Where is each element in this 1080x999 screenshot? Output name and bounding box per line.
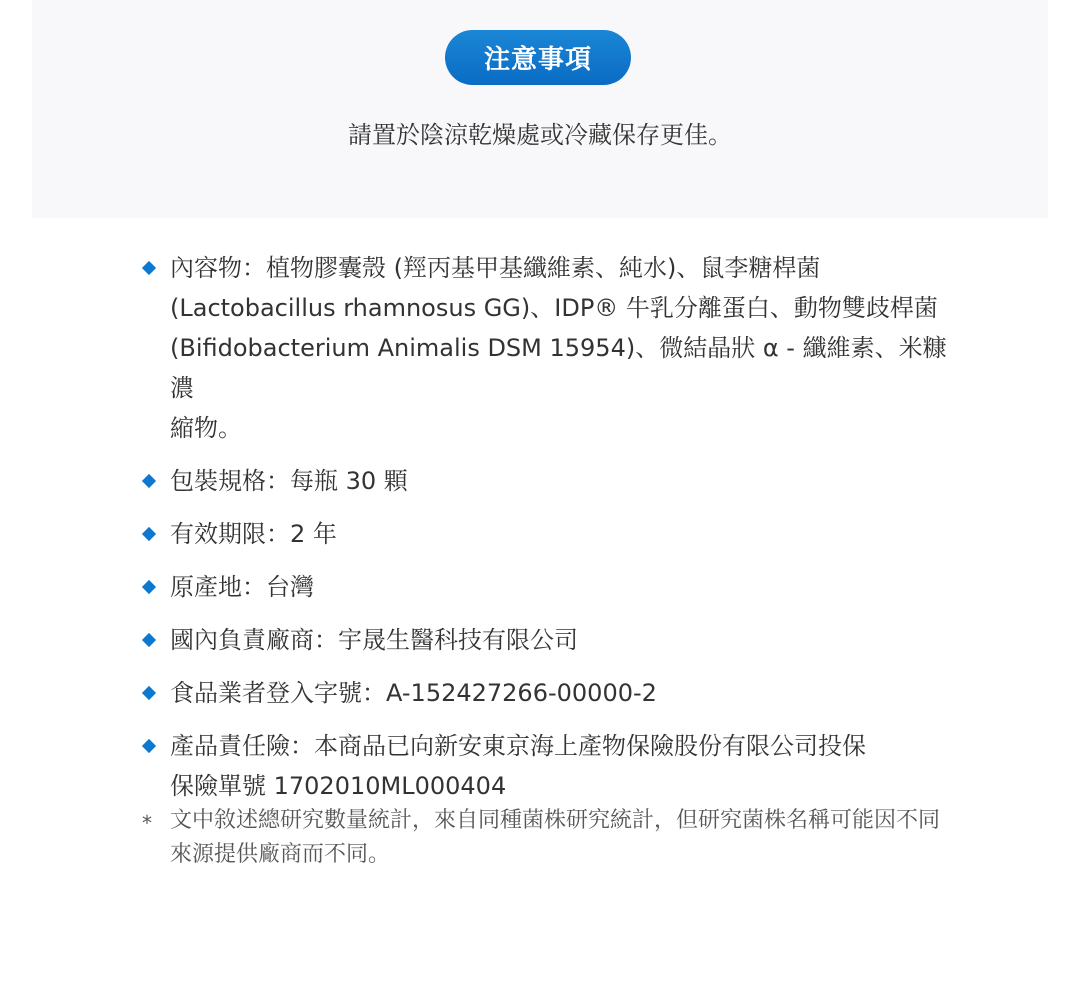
asterisk-icon: * [142, 811, 152, 835]
diamond-bullet-icon [142, 580, 156, 594]
product-liability-insurance-text: 產品責任險：本商品已向新安東京海上產物保險股份有限公司投保 保險單號 1702010ML000404 [170, 732, 866, 800]
notice-text: 請置於陰涼乾燥處或冷藏保存更佳。 [348, 121, 732, 149]
footnote [140, 804, 960, 872]
list-item-product-liability-insurance [140, 726, 960, 806]
expiry-text: 有效期限：2 年 [170, 520, 337, 548]
ingredients-text: 內容物：植物膠囊殼 (羥丙基甲基纖維素、純水)、鼠李糖桿菌 (Lactobacillus rhamnosus GG)、IDP® 牛乳分離蛋白、動物雙歧桿菌 (Bifidobacterium Animalis DSM 15954)、微結晶狀 α - 纖維素、米糠濃 縮物。 [170, 254, 947, 442]
notice-title: 注意事項 [483, 45, 592, 75]
domestic-vendor-text: 國內負責廠商：宇晟生醫科技有限公司 [170, 626, 578, 654]
list-item-food-business-registration [140, 673, 960, 713]
notice-title-badge [445, 30, 631, 85]
list-item-package-spec [140, 461, 960, 501]
list-item-ingredients [140, 248, 960, 448]
diamond-bullet-icon [142, 739, 156, 753]
list-item-origin [140, 567, 960, 607]
origin-text: 原產地：台灣 [170, 573, 314, 601]
diamond-bullet-icon [142, 474, 156, 488]
diamond-bullet-icon [142, 261, 156, 275]
product-specification-list [140, 248, 960, 806]
footnote-text: 文中敘述總研究數量統計，來自同種菌株研究統計，但研究菌株名稱可能因不同 來源提供廠商而不同。 [170, 808, 941, 867]
diamond-bullet-icon [142, 686, 156, 700]
diamond-bullet-icon [142, 527, 156, 541]
diamond-bullet-icon [142, 633, 156, 647]
food-business-registration-text: 食品業者登入字號：A-152427266-00000-2 [170, 679, 657, 707]
list-item-expiry [140, 514, 960, 554]
list-item-domestic-vendor [140, 620, 960, 660]
package-spec-text: 包裝規格：每瓶 30 顆 [170, 467, 408, 495]
